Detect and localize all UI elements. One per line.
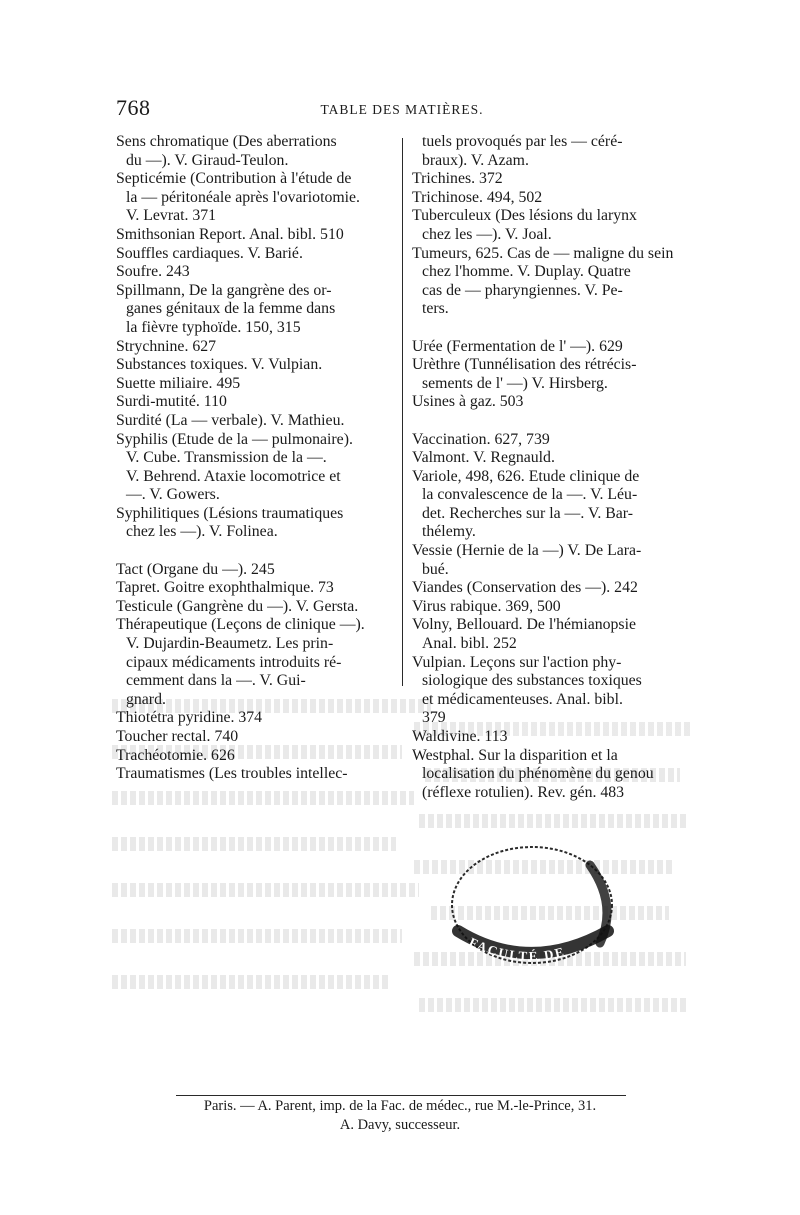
index-entry	[412, 616, 686, 653]
entry-line: Surdi-mutité. 110	[116, 393, 227, 411]
entry-line: Surdité (La — verbale). V. Mathieu.	[116, 411, 345, 429]
entry-line: cemment dans la —. V. Gui-	[126, 672, 306, 690]
entry-line: du —). V. Giraud-Teulon.	[126, 151, 289, 169]
entry-line: sements de l' —) V. Hirsberg.	[422, 374, 608, 392]
printer-successor: A. Davy, successeur.	[339, 1117, 461, 1133]
entry-line: Thérapeutique (Leçons de clinique —).	[116, 616, 365, 634]
entry-line: Syphilitiques (Lésions traumatiques	[116, 504, 344, 522]
entry-line: gnard.	[126, 690, 166, 708]
entry-line: Thiotétra pyridine. 374	[116, 709, 263, 727]
entry-line: (réflexe rotulien). Rev. gén. 483	[422, 783, 625, 801]
entry-line: Urèthre (Tunnélisation des rétrécis-	[412, 356, 637, 374]
entry-line: V. Cube. Transmission de la —.	[126, 449, 327, 467]
entry-line: chez les —). V. Joal.	[422, 225, 552, 243]
index-entry	[116, 393, 396, 412]
entry-line: la — péritonéale après l'ovariotomie.	[126, 188, 361, 206]
running-title: TABLE DES MATIÈRES.	[320, 102, 484, 117]
index-entry	[116, 728, 396, 747]
entry-line: Tact (Organe du —). 245	[116, 560, 275, 578]
index-entry	[412, 747, 686, 803]
entry-line: Vulpian. Leçons sur l'action phy-	[412, 653, 622, 671]
index-entry	[412, 468, 686, 542]
index-entry	[116, 356, 396, 375]
entry-line: tuels provoqués par les — céré-	[422, 133, 623, 150]
index-entry	[116, 709, 396, 728]
entry-line: Virus rabique. 369, 500	[412, 597, 561, 615]
entry-line: V. Dujardin-Beaumetz. Les prin-	[126, 635, 334, 653]
entry-line: Trichinose. 494, 502	[412, 188, 543, 206]
index-entry	[116, 412, 396, 431]
index-entry	[412, 245, 686, 319]
entry-line: det. Recherches sur la —. V. Bar-	[422, 504, 633, 522]
entry-line: Valmont. V. Regnauld.	[412, 449, 555, 467]
entry-line: chez l'homme. V. Duplay. Quatre	[422, 263, 631, 281]
index-entry	[116, 747, 396, 766]
entry-line: Strychnine. 627	[116, 337, 217, 355]
index-entry	[116, 282, 396, 338]
index-entry	[412, 189, 686, 208]
entry-line: siologique des substances toxiques	[422, 672, 642, 690]
entry-line: Souffles cardiaques. V. Barié.	[116, 244, 303, 262]
index-entry	[116, 765, 396, 784]
index-entry	[412, 338, 686, 357]
entry-line: Substances toxiques. V. Vulpian.	[116, 356, 323, 374]
entry-line: cas de — pharyngiennes. V. Pe-	[422, 281, 623, 299]
entry-line: localisation du phénomène du genou	[422, 765, 654, 783]
entry-line: Waldivine. 113	[412, 728, 508, 745]
entry-line: Toucher rectal. 740	[116, 728, 239, 745]
index-entry	[412, 431, 686, 450]
entry-line: Volny, Bellouard. De l'hémianopsie	[412, 616, 636, 634]
index-entry	[412, 654, 686, 728]
footer-rule	[176, 1095, 626, 1096]
entry-line: —. V. Gowers.	[126, 486, 220, 504]
entry-line: Suette miliaire. 495	[116, 374, 241, 392]
index-entry	[412, 133, 686, 170]
entry-line: Vaccination. 627, 739	[412, 430, 550, 448]
index-entry	[412, 728, 686, 747]
entry-line: ters.	[422, 300, 449, 318]
index-entry	[412, 356, 686, 393]
entry-line: chez les —). V. Folinea.	[126, 523, 278, 541]
entry-line: braux). V. Azam.	[422, 151, 529, 169]
index-entry	[116, 561, 396, 580]
letter-gap	[116, 542, 396, 561]
entry-line: Tapret. Goitre exophthalmique. 73	[116, 579, 334, 597]
entry-line: Vessie (Hernie de la —) V. De Lara-	[412, 542, 642, 560]
index-column-right	[412, 133, 686, 802]
entry-line: Septicémie (Contribution à l'étude de	[116, 170, 352, 188]
index-entry	[116, 133, 396, 170]
index-entry	[116, 579, 396, 598]
entry-line: Tuberculeux (Des lésions du larynx	[412, 207, 637, 225]
index-entry	[116, 598, 396, 617]
entry-line: Usines à gaz. 503	[412, 393, 524, 411]
page-header	[112, 95, 692, 125]
index-entry	[116, 263, 396, 282]
index-entry	[116, 338, 396, 357]
entry-line: Anal. bibl. 252	[422, 635, 517, 653]
index-entry	[116, 245, 396, 264]
index-entry	[412, 579, 686, 598]
entry-line: Smithsonian Report. Anal. bibl. 510	[116, 225, 344, 243]
index-entry	[412, 598, 686, 617]
entry-line: V. Behrend. Ataxie locomotrice et	[126, 467, 341, 485]
index-column-left	[116, 133, 396, 784]
column-divider	[402, 138, 403, 686]
index-entry	[116, 375, 396, 394]
index-entry	[116, 616, 396, 709]
entry-line: Variole, 498, 626. Etude clinique de	[412, 467, 640, 485]
entry-line: ganes génitaux de la femme dans	[126, 300, 336, 318]
entry-line: Urée (Fermentation de l' —). 629	[412, 337, 623, 355]
index-entry	[412, 449, 686, 468]
page-number: 768	[116, 95, 151, 120]
entry-line: la convalescence de la —. V. Léu-	[422, 486, 638, 504]
entry-line: Trichines. 372	[412, 170, 503, 188]
printer-imprint: Paris. — A. Parent, imp. de la Fac. de médec., rue M.-le-Prince, 31.	[203, 1098, 597, 1114]
entry-line: Sens chromatique (Des aberrations	[116, 133, 337, 150]
entry-line: Soufre. 243	[116, 263, 190, 281]
letter-gap	[412, 412, 686, 431]
index-entry	[412, 170, 686, 189]
index-entry	[412, 542, 686, 579]
entry-line: V. Levrat. 371	[126, 207, 217, 225]
index-entry	[116, 170, 396, 226]
entry-line: Traumatismes (Les troubles intellec-	[116, 765, 348, 783]
entry-line: Spillmann, De la gangrène des or-	[116, 281, 332, 299]
library-stamp	[440, 835, 618, 975]
entry-line: Tumeurs, 625. Cas de — maligne du sein	[412, 244, 674, 262]
letter-gap	[412, 319, 686, 338]
entry-line: Testicule (Gangrène du —). V. Gersta.	[116, 597, 359, 615]
index-entry	[412, 393, 686, 412]
entry-line: thélemy.	[422, 523, 476, 541]
entry-line: cipaux médicaments introduits ré-	[126, 653, 342, 671]
entry-line: Syphilis (Etude de la — pulmonaire).	[116, 430, 353, 448]
index-entry	[116, 226, 396, 245]
entry-line: 379	[422, 709, 446, 727]
entry-line: Viandes (Conservation des —). 242	[412, 579, 638, 597]
entry-line: Westphal. Sur la disparition et la	[412, 746, 618, 764]
entry-line: Trachéotomie. 626	[116, 746, 235, 764]
index-entry	[116, 505, 396, 542]
index-entry	[412, 207, 686, 244]
stamp-text: FACULTÉ DE	[466, 934, 568, 964]
entry-line: bué.	[422, 560, 449, 578]
index-entry	[116, 431, 396, 505]
entry-line: et médicamenteuses. Anal. bibl.	[422, 690, 623, 708]
entry-line: la fièvre typhoïde. 150, 315	[126, 318, 301, 336]
